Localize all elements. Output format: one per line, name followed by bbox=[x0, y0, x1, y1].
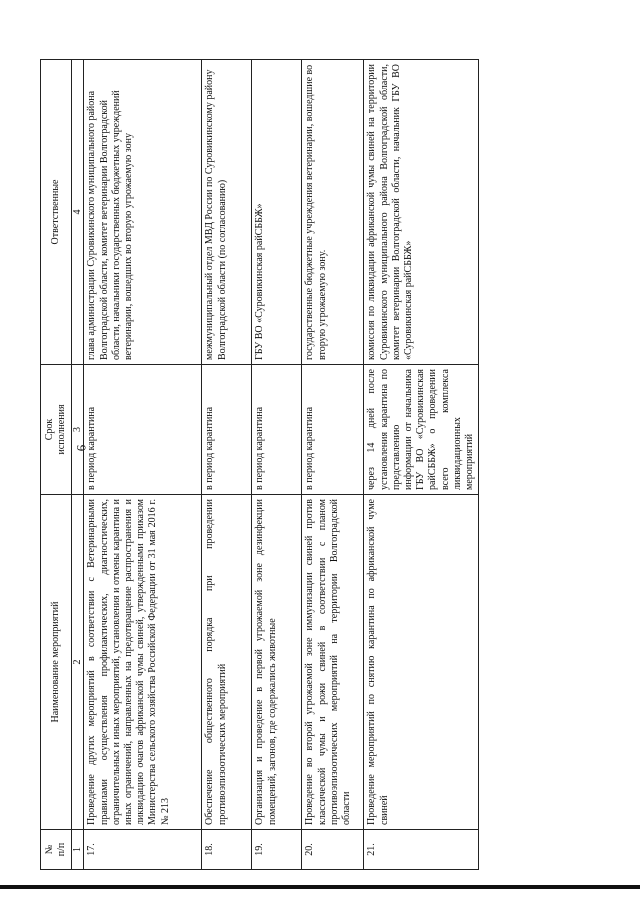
row-measure: Обеспечение общественного порядка при проведении противоэпизоотических мероприятий bbox=[202, 495, 252, 830]
col-num: 1 bbox=[72, 830, 84, 870]
row-responsible: комиссия по ликвидации африканской чумы свиней на территории Суровикинского муниципального района Волгоградской области, комитет ветеринарии Волгоградской области, начальник ГБУ ВО «Суровикинская райСББЖ» bbox=[364, 60, 479, 365]
page-number: 6 bbox=[73, 444, 89, 452]
row-responsible: глава администрации Суровикинского муниципального района Волгоградской области, комитет ветеринарии Волгоградской области, начальники государственных бюджетных учреждений ветеринарии, вошедших во вторую угрожаемую зону bbox=[84, 60, 202, 365]
col-num: 2 bbox=[72, 495, 84, 830]
table-row bbox=[302, 60, 364, 870]
row-responsible: государственные бюджетные учреждения ветеринарии, вошедшие во вторую угрожаемую зону. bbox=[302, 60, 364, 365]
table-row bbox=[202, 60, 252, 870]
row-term: через 14 дней после установления карантина по представлению информации от начальника ГБУ ВО «Суровикинская райСББЖ» о проведении всего комплекса ликвидационных мероприятий bbox=[364, 365, 479, 495]
column-number-row bbox=[72, 60, 84, 870]
row-term: в период карантина bbox=[302, 365, 364, 495]
row-number: 18. bbox=[202, 830, 252, 870]
row-term: в период карантина bbox=[202, 365, 252, 495]
row-responsible: ГБУ ВО «Суровикинская райСББЖ» bbox=[252, 60, 302, 365]
col-header-term: Срок исполнения bbox=[41, 365, 72, 495]
table-row bbox=[252, 60, 302, 870]
measures-table bbox=[40, 59, 479, 870]
row-measure: Организация и проведение в первой угрожаемой зоне дезинфекции помещений, загонов, где содержались животные bbox=[252, 495, 302, 830]
row-measure: Проведение мероприятий по снятию карантина по африканской чуме свиней bbox=[364, 495, 479, 830]
header-row bbox=[41, 60, 72, 870]
row-term: в период карантина bbox=[84, 365, 202, 495]
col-header-name: Наименование мероприятий bbox=[41, 495, 72, 830]
row-responsible: межмуниципальный отдел МВД России по Суровикинскому району Волгоградской области (по согласованию) bbox=[202, 60, 252, 365]
table-row bbox=[84, 60, 202, 870]
row-term: в период карантина bbox=[252, 365, 302, 495]
row-measure: Проведение других мероприятий в соответствии с Ветеринарными правилами осуществления профилактических, диагностических, ограничительных и иных мероприятий, установления и отмены карантина и иных ограничений, направленных на предотвращение распространения и ликвидацию очагов африканской чумы свиней, утвержденными приказом Министерства сельского хозяйства Российской Федерации от 31 мая 2016 г. № 213 bbox=[84, 495, 202, 830]
row-measure: Проведение во второй угрожаемой зоне иммунизации свиней против классической чумы и рожи свиней в соответствии с планом противоэпизоотических мероприятий на территории Волгоградской области bbox=[302, 495, 364, 830]
measures-table-sheet bbox=[40, 60, 475, 870]
row-number: 17. bbox=[84, 830, 202, 870]
row-number: 20. bbox=[302, 830, 364, 870]
col-num: 4 bbox=[72, 60, 84, 365]
table-row bbox=[364, 60, 479, 870]
row-number: 19. bbox=[252, 830, 302, 870]
scan-edge-bar bbox=[0, 885, 640, 889]
row-number: 21. bbox=[364, 830, 479, 870]
col-num: 3 bbox=[72, 365, 84, 495]
col-header-responsible: Ответственные bbox=[41, 60, 72, 365]
col-header-number: № п/п bbox=[41, 830, 72, 870]
